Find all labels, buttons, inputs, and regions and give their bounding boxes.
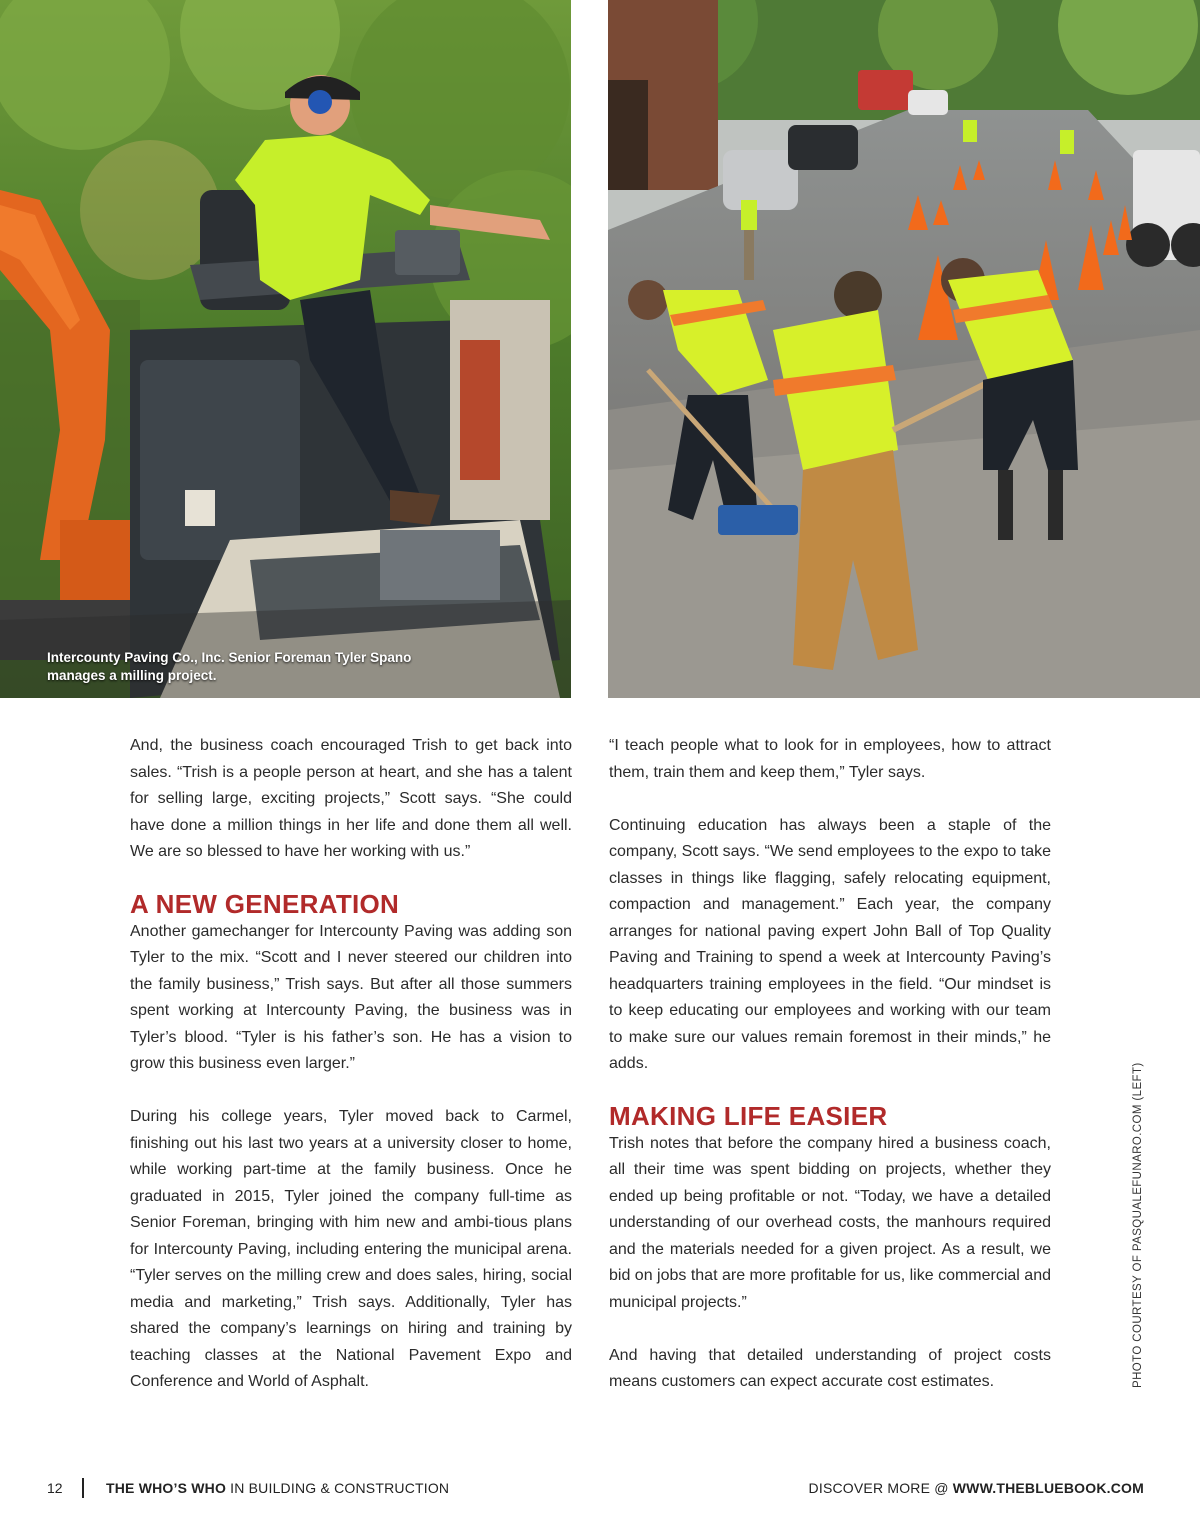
discover-more <box>809 1480 1144 1496</box>
section-heading-making-life-easier: MAKING LIFE EASIER <box>609 1100 888 1131</box>
publication-title <box>106 1480 449 1496</box>
publication-title-rest: IN BUILDING & CONSTRUCTION <box>226 1480 450 1496</box>
photo-foreman-milling <box>0 0 571 698</box>
photo-paving-crew <box>608 0 1200 698</box>
footer-divider <box>82 1478 84 1498</box>
article-column-left <box>130 733 572 1396</box>
publication-title-bold: THE WHO’S WHO <box>106 1480 227 1496</box>
photo-credit: PHOTO COURTESY OF PASQUALEFUNARO.COM (LEFT) <box>1132 1062 1144 1388</box>
discover-prefix: DISCOVER MORE @ <box>808 1480 953 1496</box>
foreman-milling-illustration <box>0 0 571 698</box>
paving-crew-illustration <box>608 0 1200 698</box>
paragraph-quote: “I teach people what to look for in employees, how to attract them, train them and keep them,” Tyler says. <box>609 737 1051 781</box>
page-number: 12 <box>47 1480 63 1496</box>
paragraph-intro: And, the business coach encouraged Trish to get back into sales. “Trish is a people person at heart, and she has a talent for selling large, exciting projects,” Scott says. “She could have done a million things in her life and done them all well. We are so blessed to have her working with us.” <box>130 737 572 860</box>
paragraph-making-life-easier-2: And having that detailed understanding of project costs means customers can expect accurate cost estimates. <box>609 1346 1051 1390</box>
article-column-right <box>609 733 1051 1396</box>
section-heading-new-generation: A NEW GENERATION <box>130 888 400 919</box>
website-link[interactable]: WWW.THEBLUEBOOK.COM <box>952 1480 1144 1496</box>
photo-caption: Intercounty Paving Co., Inc. Senior Foreman Tyler Spano manages a milling project. <box>47 650 412 683</box>
paragraph-continuing-education: Continuing education has always been a staple of the company, Scott says. “We send employees to the expo to take classes in things like flagging, safely relocating equipment, compaction and management.” Each year, the company arranges for national paving expert John Ball of Top Quality Paving and Training to spend a week at Intercounty Paving’s headquarters training employees in the field. “Our mindset is to keep educating our employees and working with our team to make sure our values remain foremost in their minds,” he adds. <box>609 816 1051 1072</box>
page-footer <box>0 1478 1200 1500</box>
paragraph-making-life-easier-1: Trish notes that before the company hired a business coach, all their time was spent bidding on projects, whether they ended up being profitable or not. “Today, we have a detailed understanding of our overhead costs, the manhours required and the materials needed for a given project. As a result, we bid on jobs that are more profitable for us, like commercial and municipal projects.” <box>609 1134 1051 1311</box>
paragraph-new-generation-2: During his college years, Tyler moved back to Carmel, finishing out his last two years at a university closer to home, while working part-time at the family business. Once he graduated in 2015, Tyler joined the company full-time as Senior Foreman, bringing with him new and ambi-tious plans for Intercounty Paving, including entering the municipal arena. “Tyler serves on the milling crew and does sales, hiring, social media and marketing,” Trish says. Additionally, Tyler has shared the company’s learnings on hiring and training by teaching classes at the National Pavement Expo and Conference and World of Asphalt. <box>130 1108 572 1390</box>
paragraph-new-generation-1: Another gamechanger for Intercounty Paving was adding son Tyler to the mix. “Scott and I never steered our children into the family business,” Trish says. But after all those summers spent working at Intercounty Paving, the business was in Tyler’s blood. “Tyler is his father’s son. He has a vision to grow this business even larger.” <box>130 922 572 1072</box>
